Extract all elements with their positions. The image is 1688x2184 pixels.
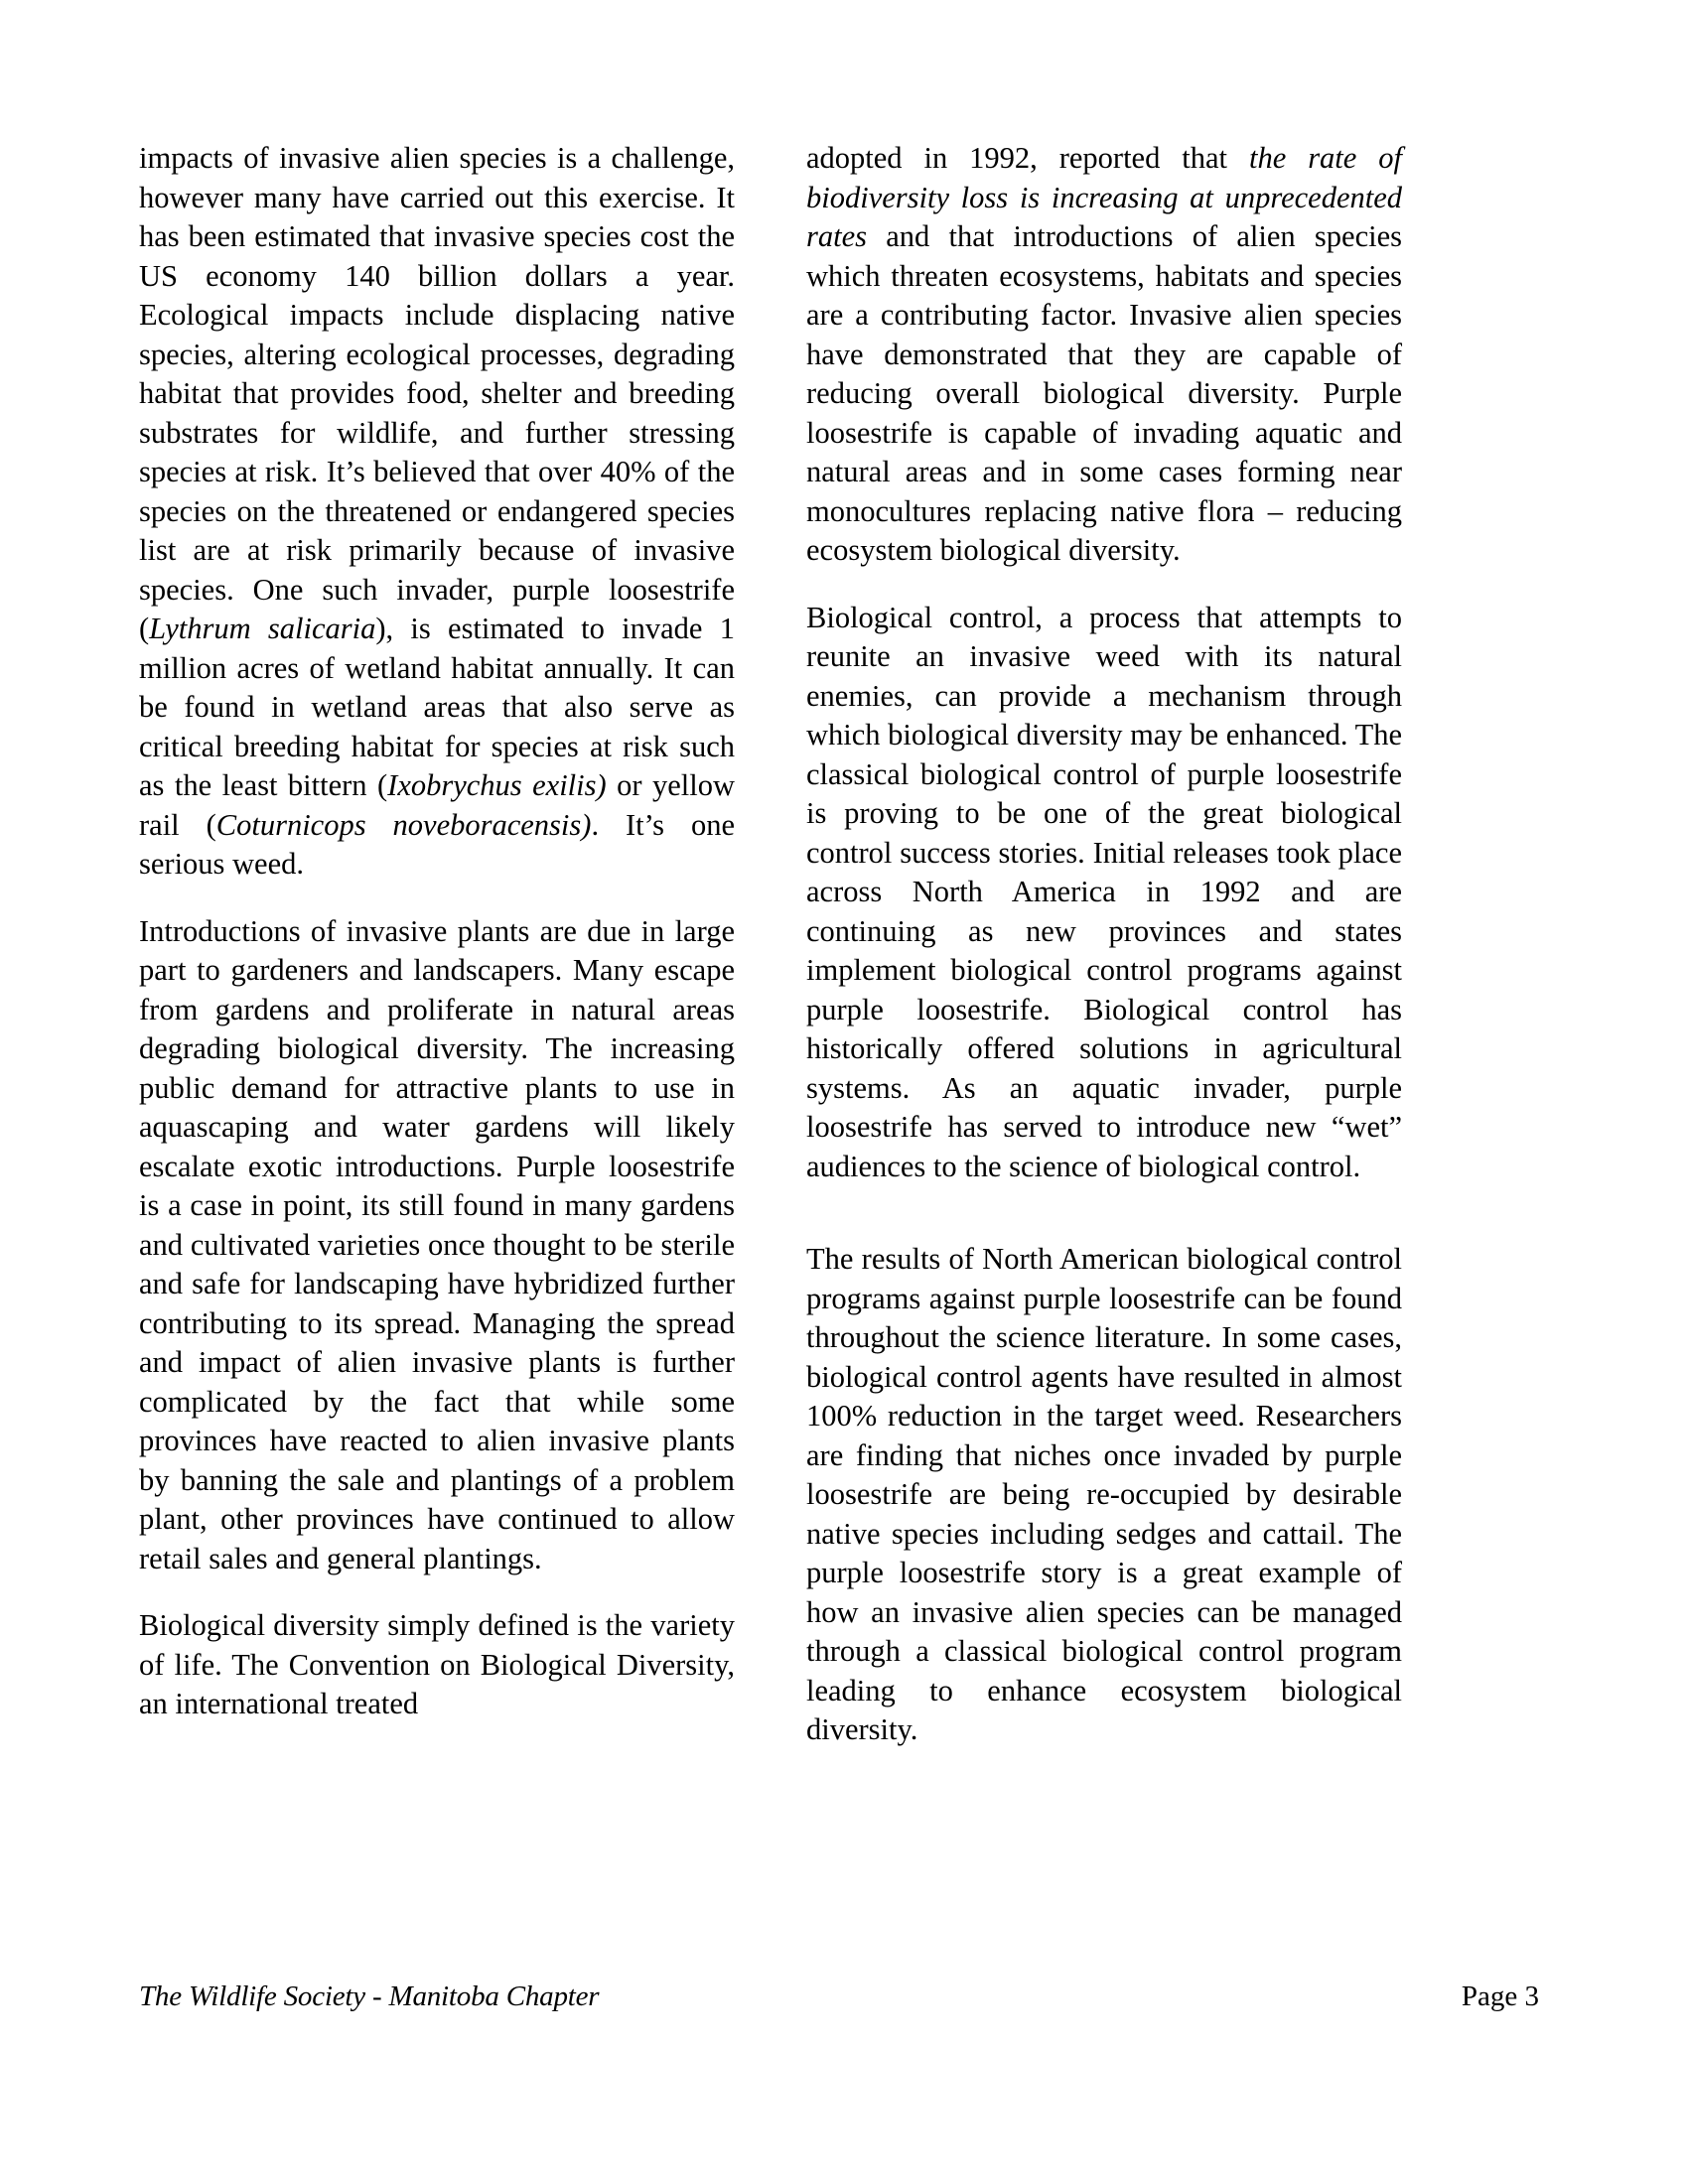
- footer-organization: The Wildlife Society - Manitoba Chapter: [139, 1980, 600, 2012]
- italic-run: the rate of biodiversity loss is increasing at unprecedented rates: [806, 141, 1402, 253]
- paragraph: adopted in 1992, reported that the rate of biodiversity loss is increasing at unprecedented rates and that introductions of alien species which threaten ecosystems, habitats and species are a contributing factor. Invasive alien species have demonstrated that they are capable of reducing overall biological diversity. Purple loosestrife is capable of invading aquatic and natural areas and in some cases forming near monocultures replacing native flora – reducing ecosystem biological diversity.: [806, 141, 1402, 567]
- paragraph: Biological diversity simply defined is the variety of life. The Convention on Biological Diversity, an international treated: [139, 1608, 735, 1720]
- italic-run: Ixobrychus exilis): [387, 768, 607, 802]
- paragraph: impacts of invasive alien species is a challenge, however many have carried out this exercise. It has been estimated that invasive species cost the US economy 140 billion dollars a year. Ecological impacts include displacing native species, altering ecological processes, degrading habitat that provides food, shelter and breeding substrates for wildlife, and further stressing species at risk. It’s believed that over 40% of the species on the threatened or endangered species list are at risk primarily because of invasive species. One such invader, purple loosestrife (Lythrum salicaria), is estimated to invade 1 million acres of wetland habitat annually. It can be found in wetland areas that also serve as critical breeding habitat for species at risk such as the least bittern (Ixobrychus exilis) or yellow rail (Coturnicops noveboracensis). It’s one serious weed.: [139, 141, 736, 881]
- page-number: Page 3: [1461, 1980, 1539, 2012]
- right-column: [806, 139, 1402, 1750]
- paragraph: The results of North American biological control programs against purple loosestrife can be found throughout the science literature. In some cases, biological control agents have resulted in almost 100% reduction in the target weed. Researchers are finding that niches once invaded by purple loosestrife are being re-occupied by desirable native species including sedges and cattail. The purple loosestrife story is a great example of how an invasive alien species can be managed through a classical biological control program leading to enhance ecosystem biological diversity.: [806, 1242, 1402, 1746]
- two-column-body: [139, 139, 1539, 1750]
- paragraph: Introductions of invasive plants are due in large part to gardeners and landscapers. Many escape from gardens and proliferate in natural areas degrading biological diversity. The increasing public demand for attractive plants to use in aquascaping and water gardens will likely escalate exotic introductions. Purple loosestrife is a case in point, its still found in many gardens and cultivated varieties once thought to be sterile and safe for landscaping have hybridized further contributing to its spread. Managing the spread and impact of alien invasive plants is further complicated by the fact that while some provinces have reacted to alien invasive plants by banning the sale and plantings of a problem plant, other provinces have continued to allow retail sales and general plantings.: [139, 913, 735, 1575]
- italic-run: Coturnicops noveboracensis): [215, 807, 592, 842]
- italic-run: Lythrum salicaria: [149, 612, 376, 645]
- left-column: [139, 139, 735, 1724]
- page-footer: [139, 1980, 1539, 2013]
- paragraph: Biological control, a process that attempts to reunite an invasive weed with its natural enemies, can provide a mechanism through which biological diversity may be enhanced. The classical biological control of purple loosestrife is proving to be one of the great biological control success stories. Initial releases took place across North America in 1992 and are continuing as new provinces and states implement biological control programs against purple loosestrife. Biological control has historically offered solutions in agricultural systems. As an aquatic invader, purple loosestrife has served to introduce new “wet” audiences to the science of biological control.: [806, 600, 1402, 1183]
